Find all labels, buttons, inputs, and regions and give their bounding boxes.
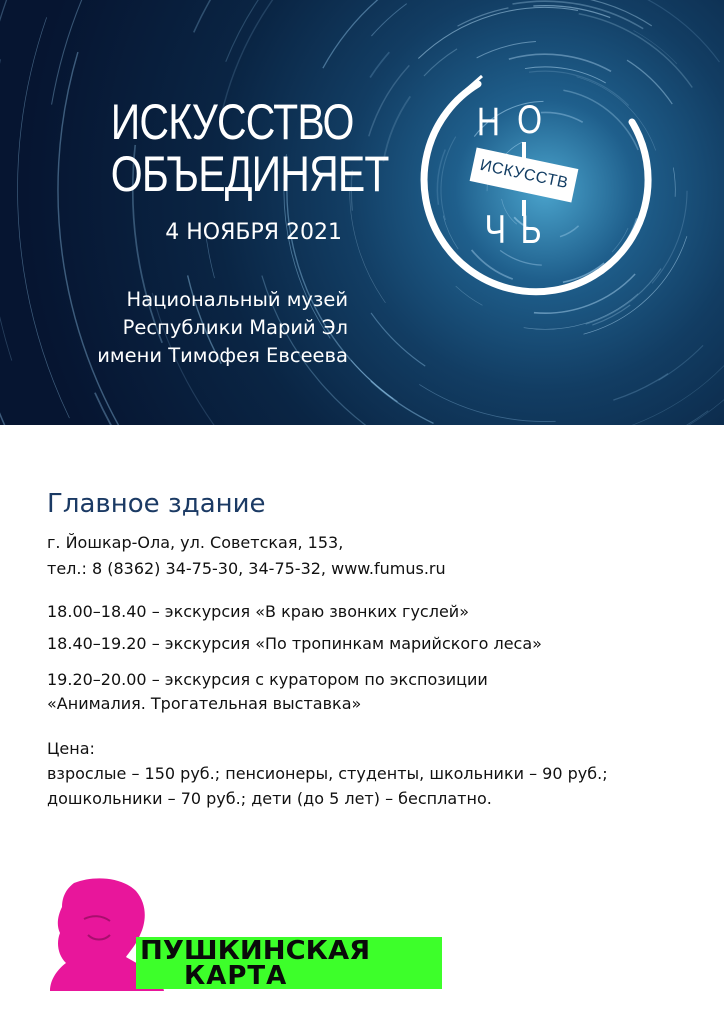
pushkin-card-line-2: КАРТА: [184, 961, 288, 991]
price-line-2: дошкольники – 70 руб.; дети (до 5 лет) – бесплатно.: [47, 789, 492, 808]
star-trail-arc: [589, 411, 708, 425]
pushkin-card-line-1: ПУШКИНСКАЯ: [140, 936, 371, 966]
museum-name-line-2: Республики Марий Эл: [122, 316, 348, 339]
star-trail-arc: [458, 8, 509, 26]
schedule-item-continued: «Анималия. Трогательная выставка»: [47, 694, 362, 713]
star-trail-arc: [0, 0, 397, 20]
schedule-item: 18.40–19.20 – экскурсия «По тропинкам марийского леса»: [47, 634, 542, 653]
hero-title-line-2: ОБЪЕДИНЯЕТ: [110, 146, 389, 202]
star-trail-arc: [0, 59, 12, 360]
section-title: Главное здание: [47, 489, 266, 519]
star-trail-arc: [648, 338, 724, 425]
logo-letter-ch: Ч: [484, 208, 507, 252]
star-trail-arc: [583, 0, 651, 26]
museum-name-line-1: Национальный музей: [126, 288, 348, 311]
star-trail-arc: [673, 168, 675, 197]
star-trail-arc: [351, 360, 393, 398]
star-trail-arc: [52, 0, 195, 105]
star-trail-arc: [371, 313, 425, 366]
star-trail-arc: [512, 1, 643, 29]
event-date: 4 НОЯБРЯ 2021: [165, 220, 342, 245]
star-trail-arc: [226, 0, 268, 62]
schedule-item: 18.00–18.40 – экскурсия «В краю звонких гуслей»: [47, 602, 469, 621]
price-label: Цена:: [47, 739, 95, 758]
star-trail-arc: [598, 0, 724, 27]
star-trail-arc: [567, 333, 724, 425]
contacts: тел.: 8 (8362) 34-75-30, 34-75-32, www.fumus.ru: [47, 559, 446, 578]
hero-banner: [0, 0, 724, 425]
price-line-1: взрослые – 150 руб.; пенсионеры, студенты, школьники – 90 руб.;: [47, 764, 608, 783]
night-of-arts-logo: [400, 50, 670, 310]
star-trail-arc: [581, 343, 724, 425]
star-trail-arc: [350, 191, 386, 303]
star-trail-arc: [613, 374, 668, 401]
schedule-item: 19.20–20.00 – экскурсия с куратором по экспозиции: [47, 670, 488, 689]
logo-letter-n: Н: [476, 100, 501, 144]
logo-letter-o: О: [517, 98, 543, 142]
star-trail-arc: [419, 384, 555, 421]
logo-letter-soft-sign: Ь: [520, 208, 542, 252]
logo-band: ИСКУССТВ: [470, 148, 579, 203]
hero-title-line-1: ИСКУССТВО: [110, 94, 354, 150]
star-trail-arc: [0, 369, 337, 425]
star-trail-arc: [371, 4, 406, 36]
museum-name-line-3: имени Тимофея Евсеева: [97, 344, 348, 367]
address: г. Йошкар-Ола, ул. Советская, 153,: [47, 533, 344, 552]
star-trail-arc: [598, 388, 724, 425]
pushkin-card-logo: [44, 875, 444, 995]
star-trail-arc: [194, 0, 247, 32]
star-trail-arc: [95, 393, 466, 425]
star-trail-arc: [370, 52, 389, 77]
star-trail-arc: [323, 0, 399, 68]
